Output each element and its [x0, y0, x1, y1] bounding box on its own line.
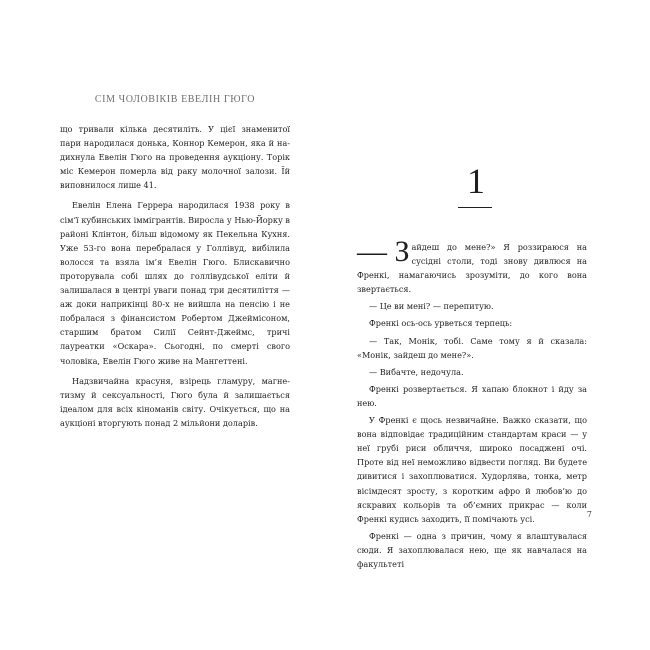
- paragraph: Френкі розвертається. Я хапаю блокнот і йду за нею.: [357, 383, 587, 408]
- chapter-number: 1: [467, 161, 485, 201]
- drop-cap-letter: З: [394, 235, 410, 268]
- drop-cap: [357, 235, 412, 268]
- paragraph: У Френкі є щось незвичайне. Важко сказати, що вона відповідає традиційним стандартам краси — у неї грубі риси обличчя, широко посаджені очі. Проте від неї неможливо відвести погляд. Ви будете дивитися і захоплюватися. Худорлява, тонка, метр вісімдесят зросту, з коротким афро й любов’ю до яскравих кольорів та об’ємних прикрас — коли Френкі кудись заходить, її помічають усі.: [357, 415, 587, 524]
- paragraph: Френкі — одна з причин, чому я влаштувалася сюди. Я захоплювалася нею, ще як навчалася на факультеті: [357, 530, 587, 569]
- left-text-column: [60, 122, 290, 430]
- opening-paragraph: [357, 235, 587, 296]
- paragraph: що тривали кілька десятиліть. У цієї знаменитої пари народилася донька, Коннор Кемерон, яка й надихнула Евелін Гюго на проведення аукціону. Торік міс Кемерон померла від раку молочної залози. Їй виповнилося лише 41.: [60, 124, 290, 191]
- paragraph: Евелін Елена Геррера народилася 1938 року в сім’ї кубинських іммігрантів. Виросла у Нью-Йорку в районі Клінтон, більш відомому як Пекельна Кухня. Уже 53-го вона перебралася у Голлівуд, вибілила волосся та взяла ім’я Евелін Гюго. Блискавично проторувала собі шлях до голлівудської еліти й залишалася в центрі уваги понад три десятиліття — аж доки наприкінці 80-х не вийшла на пенсію і не побралася з фінансистом Робертом Джеймісоном, старшим братом Силії Сейнт-Джеймс, тричі лауреатки «Оскара». Сьогодні, по смерті свого чоловіка, Евелін Гюго живе на Мангеттені.: [60, 200, 290, 366]
- paragraph: — Вибачте, недочула.: [369, 366, 464, 377]
- running-head: СІМ ЧОЛОВІКІВ ЕВЕЛІН ГЮГО: [94, 94, 256, 105]
- paragraph: Френкі ось-ось урветься терпець:: [369, 318, 513, 329]
- drop-cap-dash: —: [357, 235, 395, 268]
- opening-paragraph-text: айдеш до мене?» Я роззираюся на сусідні столи, тоді знову дивлюся на Френкі, намагаючись зрозуміти, до кого вона звертається.: [357, 242, 587, 295]
- chapter-divider: [458, 207, 492, 208]
- paragraph: — Так, Монік, тобі. Саме тому я й сказала: «Монік, зайдеш до мене?».: [357, 335, 587, 360]
- page-number: 7: [586, 510, 592, 519]
- paragraph: — Це ви мені? — перепитую.: [369, 301, 494, 312]
- paragraph: Надзвичайна красуня, взірець гламуру, магнетизму й сексуальності, Гюго була й залишається ідеалом для всіх кіноманів світу. Очікується, що на аукціоні вторгують понад 2 мільйони доларів.: [60, 375, 290, 428]
- right-text-column: [357, 235, 587, 571]
